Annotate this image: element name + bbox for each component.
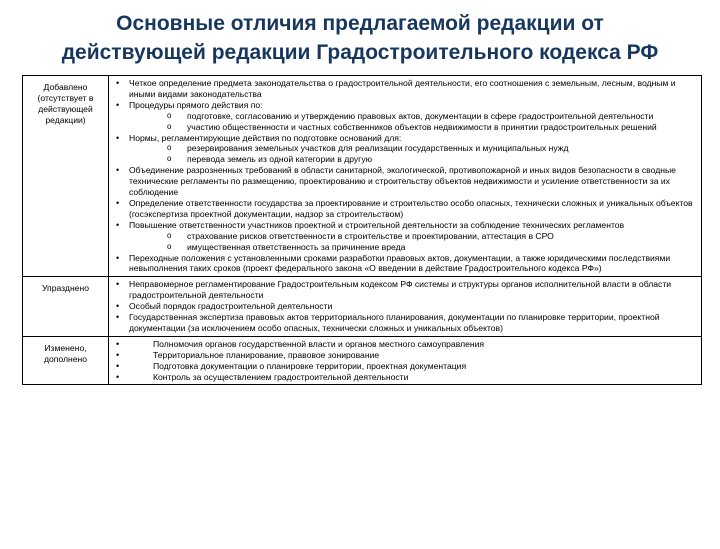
differences-table [22,75,702,385]
list-item: • Государственная экспертиза правовых актов территориального планирования, документации по планировке территории, проектной документации (за исключением особо опасных, технически сложных и уникальных объектов) [113,312,697,334]
row-added [23,76,702,277]
category-added: Добавлено (отсутствует в действующей редакции) [23,76,109,277]
sub-list-item: o перевода земель из одной категории в другую [129,154,697,165]
row-abolished [23,277,702,337]
sub-list-item: o имущественная ответственность за причинение вреда [129,242,697,253]
list-item: • Переходные положения с установленными сроками разработки правовых актов, документации, а также юридическими последствиями невыполнения таких сроков (проект федерального закона «О введении в действие Градостроительного кодекса РФ») [113,253,697,275]
details-changed [109,336,702,385]
list-item [113,220,697,253]
list-item-text: Нормы, регламентирующие действия по подготовке оснований для: [129,132,402,143]
category-abolished: Упразднено [23,277,109,337]
sub-list-item: o подготовке, согласованию и утверждению правовых актов, документации в сфере градостроительной деятельности [129,111,697,122]
title-line-1: Основные отличия предлагаемой редакции от [116,12,604,35]
row-changed [23,336,702,385]
title-line-2: действующей редакции Градостроительного кодекса РФ [61,41,659,64]
list-item: • Подготовка документации о планировке территории, проектная документация [113,361,697,372]
list-item: • Особый порядок градостроительной деятельности [113,301,697,312]
list-item-text: Процедуры прямого действия по: [129,99,263,110]
list-item: • Неправомерное регламентирование Градостроительным кодексом РФ системы и структуры органов исполнительной власти в области градостроительной деятельности [113,279,697,301]
list-item [113,133,697,166]
list-item: • Определение ответственности государства за проектирование и строительство особо опасных, технически сложных и уникальных объектов (госэкспертиза проектной документации, надзор за строительством) [113,198,697,220]
slide-title [0,9,720,71]
list-item: • Объединение разрозненных требований в области санитарной, экологической, противопожарной и иных видов безопасности в сводные технические регламенты по размещению, проектированию и строительству объектов недвижимости и усиление ответственности за их соблюдение [113,165,697,198]
list-item: • Контроль за осуществлением градостроительной деятельности [113,372,697,383]
sub-list-item: o резервирования земельных участков для реализации государственных и муниципальных нужд [129,143,697,154]
sub-list-item: o участию общественности и частных собственников объектов недвижимости в принятии градостроительных решений [129,122,697,133]
list-item-text: Повышение ответственности участников проектной и строительной деятельности за соблюдение технических регламентов [129,219,625,230]
list-item [113,100,697,133]
category-changed: Изменено, дополнено [23,336,109,385]
sub-list-item: o страхование рисков ответственности в строительстве и проектировании, аттестация в СРО [129,231,697,242]
list-item: • Территориальное планирование, правовое зонирование [113,350,697,361]
details-abolished [109,277,702,337]
list-item: • Четкое определение предмета законодательства о градостроительной деятельности, его соотношения с земельным, лесным, водным и иными видами законодательства [113,78,697,100]
list-item: • Полномочия органов государственной власти и органов местного самоуправления [113,339,697,350]
details-added [109,76,702,277]
